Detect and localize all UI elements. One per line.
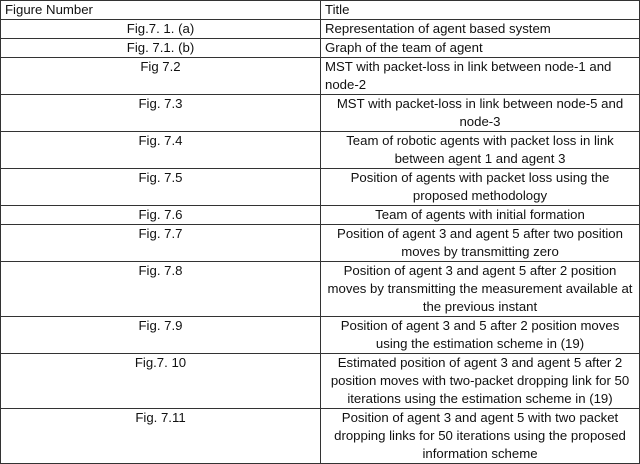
figure-number-cell: Fig.7. 10 (1, 354, 321, 409)
figure-number-cell: Fig.7. 1. (a) (1, 20, 321, 39)
table-row (1, 58, 640, 95)
figure-number-cell: Fig. 7.1. (b) (1, 39, 321, 58)
figure-title-cell: Position of agent 3 and agent 5 with two packet dropping links for 50 iterations using the proposed information scheme (321, 409, 640, 464)
table-row (1, 169, 640, 206)
figure-number-cell: Fig 7.2 (1, 58, 321, 95)
table-row (1, 354, 640, 409)
figure-number-cell: Fig. 7.11 (1, 409, 321, 464)
figure-title-cell: MST with packet-loss in link between node-5 and node-3 (321, 95, 640, 132)
figure-number-cell: Fig. 7.3 (1, 95, 321, 132)
table-row (1, 317, 640, 354)
table-header-row (1, 1, 640, 20)
figure-number-cell: Fig. 7.5 (1, 169, 321, 206)
figure-title-cell: Position of agents with packet loss using the proposed methodology (321, 169, 640, 206)
table-row (1, 409, 640, 464)
table-row (1, 20, 640, 39)
figure-title-cell: Graph of the team of agent (321, 39, 640, 58)
table-row (1, 225, 640, 262)
figure-number-cell: Fig. 7.9 (1, 317, 321, 354)
figure-title-cell: MST with packet-loss in link between node-1 and node-2 (321, 58, 640, 95)
table-row (1, 39, 640, 58)
figure-number-cell: Fig. 7.4 (1, 132, 321, 169)
table-row (1, 206, 640, 225)
figure-title-cell: Position of agent 3 and agent 5 after two position moves by transmitting zero (321, 225, 640, 262)
header-title: Title (321, 1, 640, 20)
figure-title-cell: Representation of agent based system (321, 20, 640, 39)
figure-title-cell: Team of robotic agents with packet loss in link between agent 1 and agent 3 (321, 132, 640, 169)
figure-title-cell: Estimated position of agent 3 and agent 5 after 2 position moves with two-packet dropping link for 50 iterations using the estimation scheme in (19) (321, 354, 640, 409)
figure-number-cell: Fig. 7.7 (1, 225, 321, 262)
figure-title-cell: Position of agent 3 and agent 5 after 2 position moves by transmitting the measurement available at the previous instant (321, 262, 640, 317)
table-row (1, 95, 640, 132)
header-figure-number: Figure Number (1, 1, 321, 20)
figure-title-cell: Position of agent 3 and 5 after 2 position moves using the estimation scheme in (19) (321, 317, 640, 354)
figure-title-cell: Team of agents with initial formation (321, 206, 640, 225)
table-row (1, 262, 640, 317)
table-row (1, 132, 640, 169)
figure-number-cell: Fig. 7.8 (1, 262, 321, 317)
figure-number-cell: Fig. 7.6 (1, 206, 321, 225)
